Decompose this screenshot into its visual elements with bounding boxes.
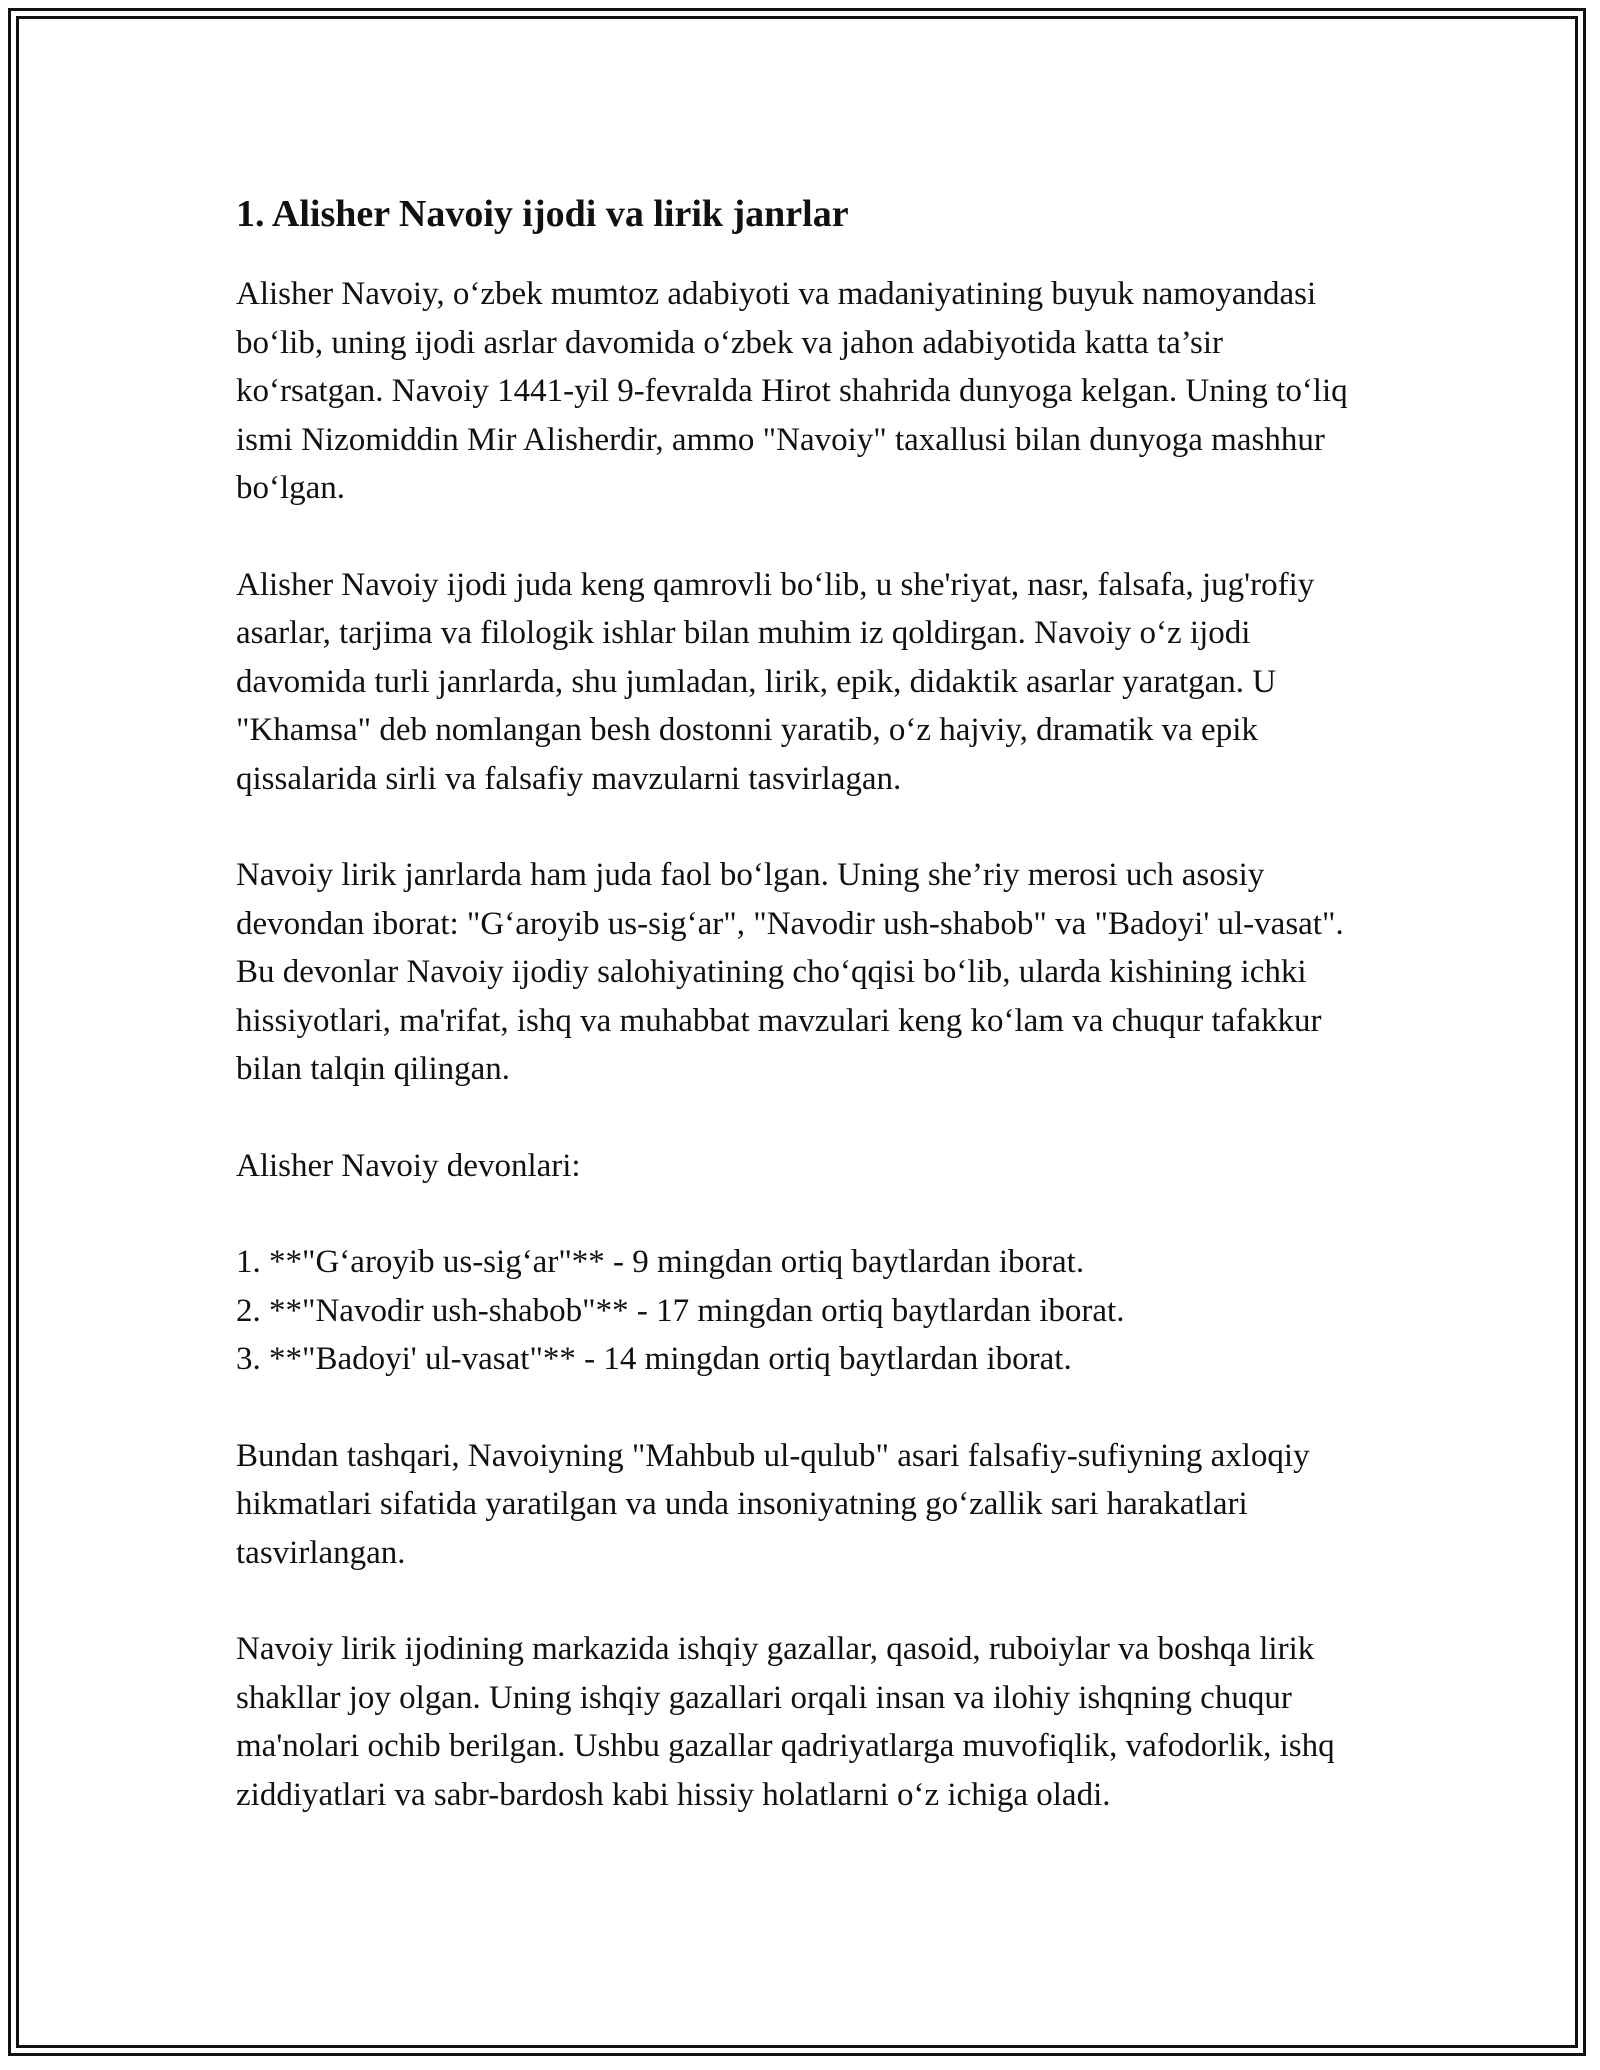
list-item: 1. **"G‘aroyib us-sig‘ar"** - 9 mingdan ortiq baytlardan iborat. bbox=[236, 1244, 1085, 1280]
paragraph-lyric: Navoiy lirik janrlarda ham juda faol bo‘lgan. Uning she’riy merosi uch asosiy devondan iborat: "G‘aroyib us-sig‘ar", "Navodir ush-shabob" va "Badoyi' ul-vasat". Bu devonlar Navoiy ijodiy salohiyatining cho‘qqisi bo‘lib, ularda kishining ichki hissiyotlari, ma'rifat, ishq va muhabbat mavzulari keng ko‘lam va chuqur tafakkur bilan talqin qilingan. bbox=[236, 857, 1344, 1087]
devon-list bbox=[236, 1238, 1376, 1384]
list-item: 2. **"Navodir ush-shabob"** - 17 mingdan ortiq baytlardan iborat. bbox=[236, 1292, 1125, 1329]
devon-list-label: Alisher Navoiy devonlari: bbox=[236, 1147, 581, 1184]
paragraph-works: Alisher Navoiy ijodi juda keng qamrovli bo‘lib, u she'riyat, nasr, falsafa, jug'rofiy asarlar, tarjima va filologik ishlar bilan muhim iz qoldirgan. Navoiy o‘z ijodi davomida turli janrlarda, shu jumladan, lirik, epik, didaktik asarlar yaratgan. U "Khamsa" deb nomlangan besh dostonni yaratib, o‘z hajviy, dramatik va epik qissalarida sirli va falsafiy mavzularni tasvirlagan. bbox=[236, 566, 1315, 797]
document-body bbox=[236, 186, 1376, 1867]
paragraph-mahbub: Bundan tashqari, Navoiyning "Mahbub ul-qulub" asari falsafiy-sufiyning axloqiy hikmatlari sifatida yaratilgan va unda insoniyatning go‘zallik sari harakatlari tasvirlangan. bbox=[236, 1437, 1310, 1571]
paragraph-gazals: Navoiy lirik ijodining markazida ishqiy gazallar, qasoid, ruboiylar va boshqa lirik shakllar joy olgan. Uning ishqiy gazallari orqali insan va ilohiy ishqning chuqur ma'nolari ochib berilgan. Ushbu gazallar qadriyatlarga muvofiqlik, vafodorlik, ishq ziddiyatlari va sabr-bardosh kabi hissiy holatlarni o‘z ichiga oladi. bbox=[236, 1631, 1335, 1813]
paragraph-intro: Alisher Navoiy, o‘zbek mumtoz adabiyoti va madaniyatining buyuk namoyandasi bo‘lib, uning ijodi asrlar davomida o‘zbek va jahon adabiyotida katta ta’sir ko‘rsatgan. Navoiy 1441-yil 9-fevralda Hirot shahrida dunyoga kelgan. Uning to‘liq ismi Nizomiddin Mir Alisherdir, ammo "Navoiy" taxallusi bilan dunyoga mashhur bo‘lgan. bbox=[236, 276, 1348, 506]
section-heading: 1. Alisher Navoiy ijodi va lirik janrlar bbox=[236, 193, 849, 235]
list-item: 3. **"Badoyi' ul-vasat"** - 14 mingdan ortiq baytlardan iborat. bbox=[236, 1341, 1072, 1377]
